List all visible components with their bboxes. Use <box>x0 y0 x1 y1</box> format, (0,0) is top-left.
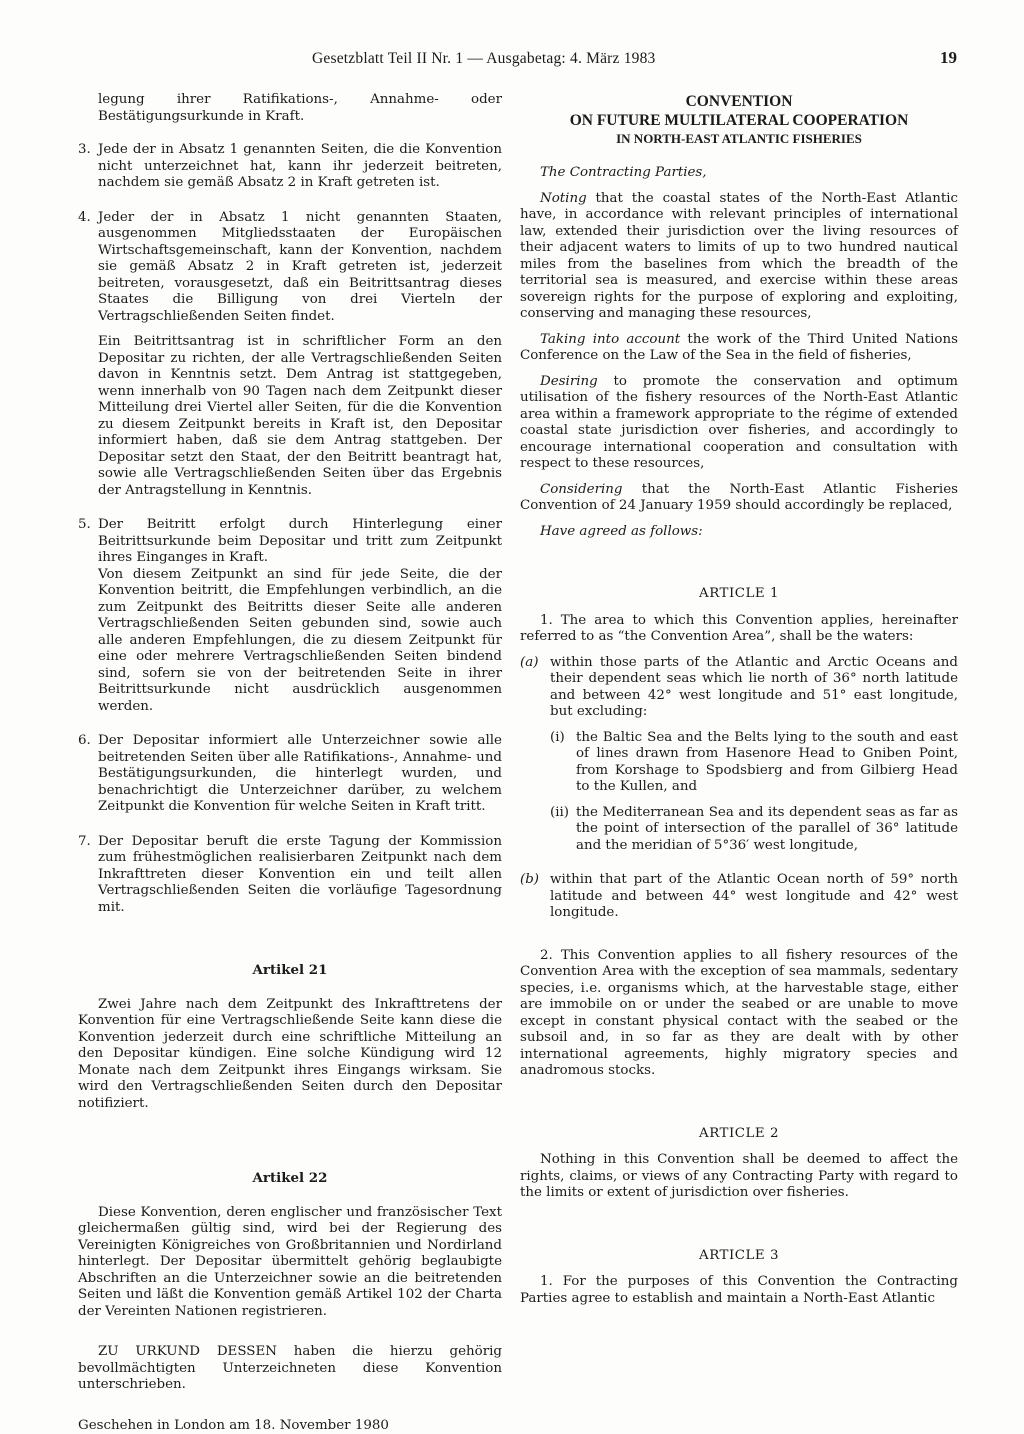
article-2-heading: ARTICLE 2 <box>520 1126 958 1143</box>
subparagraph-text: within those parts of the Atlantic and Arctic Oceans and their dependent seas which lie north of 36° north latitude and between 42° west longitude and 51° east longitude, but excluding: <box>550 655 958 721</box>
preamble-considering <box>520 482 958 515</box>
have-agreed: Have agreed as follows: <box>520 524 958 541</box>
preamble-text: to promote the conservation and optimum utilisation of the fishery resources of the North-East Atlantic area within a framework appropriate to the régime of extended coastal state jurisdiction over fisheries, and accordingly to encourage international cooperation and consultation with respect to these resources, <box>520 374 958 472</box>
in-witness-paragraph: ZU URKUND DESSEN haben die hierzu gehörig bevollmächtigten Unterzeichneten diese Konvention unterschrieben. <box>78 1344 502 1394</box>
list-item-6 <box>78 733 502 816</box>
article-1-paragraph-1: 1. The area to which this Convention applies, hereinafter referred to as “the Convention Area”, shall be the waters: <box>520 613 958 646</box>
item-text: Der Depositar informiert alle Unterzeichner sowie alle beitretenden Seiten über alle Ratifikations-, Annahme- und Bestätigungsurkunden, die hinterlegt wurden, und benachrichtigt die Unterzeichner darüber, zu welchem Zeitpunkt die Konvention für welche Seiten in Kraft tritt. <box>98 733 502 816</box>
subparagraph-ii <box>520 805 958 855</box>
list-item-3 <box>78 142 502 192</box>
subparagraph-a <box>520 655 958 721</box>
done-at-london: Geschehen in London am 18. November 1980 <box>78 1418 502 1434</box>
list-item-4 <box>78 210 502 326</box>
article-3-heading: ARTICLE 3 <box>520 1248 958 1265</box>
continued-paragraph: legung ihrer Ratifikations-, Annahme- oder Bestätigungsurkunde in Kraft. <box>78 92 502 125</box>
article-22-heading: Artikel 22 <box>78 1170 502 1187</box>
list-item-7 <box>78 834 502 917</box>
subparagraph-label: (ii) <box>550 805 576 855</box>
subparagraph-i <box>520 730 958 796</box>
list-item-5 <box>78 517 502 567</box>
article-2-text: Nothing in this Convention shall be deemed to affect the rights, claims, or views of any Contracting Party with regard to the limits or extent of jurisdiction over fisheries. <box>520 1152 958 1202</box>
list-item-4-paragraph-2: Ein Beitrittsantrag ist in schriftlicher Form an den Depositar zu richten, der alle Vertragschließenden Seiten davon in Kenntnis setzt. Dem Antrag ist stattgegeben, wenn innerhalb von 90 Tagen nach dem Zeitpunkt dieser Mitteilung drei Viertel aller Seiten, für die die Konvention zu diesem Zeitpunkt bereits in Kraft ist, den Depositar informiert haben, daß sie dem Antrag stattgeben. Der Depositar setzt den Staat, der den Beitritt beantragt hat, sowie alle Vertragschließenden Seiten über das Ergebnis der Antragstellung in Kenntnis. <box>78 334 502 499</box>
subparagraph-text: the Baltic Sea and the Belts lying to the south and east of lines drawn from Hasenore Head to Gniben Point, from Korshage to Spodsbierg and from Gilbierg Head to the Kullen, and <box>576 730 958 796</box>
preamble-text: that the coastal states of the North-East Atlantic have, in accordance with relevant principles of international law, extended their jurisdiction over the living resources of their adjacent waters to limits of up to two hundred nautical miles from the baselines from which the breadth of the territorial sea is measured, and exercise within these areas sovereign rights for the purpose of exploring and exploiting, conserving and managing these resources, <box>520 191 958 322</box>
convention-title-line-3: IN NORTH-EAST ATLANTIC FISHERIES <box>520 130 958 147</box>
item-number: 3. <box>78 142 98 192</box>
article-21-heading: Artikel 21 <box>78 962 502 979</box>
preamble-lead: Taking into account <box>540 332 680 347</box>
preamble-lead: Considering <box>540 482 622 497</box>
preamble-text: the work of the Third United Nations Conference on the Law of the Sea in the field of fisheries, <box>520 332 958 364</box>
convention-title-line-2: ON FUTURE MULTILATERAL COOPERATION <box>520 111 958 130</box>
subparagraph-label: (a) <box>520 655 550 721</box>
subparagraph-b <box>520 872 958 922</box>
article-21-text: Zwei Jahre nach dem Zeitpunkt des Inkrafttretens der Konvention für eine Vertragschließende Seite kann diese die Konvention jederzeit durch eine schriftliche Mitteilung an den Depositar kündigen. Eine solche Kündigung wird 12 Monate nach dem Zeitpunkt ihres Eingangs wirksam. Sie wird den Vertragschließenden Seiten durch den Depositar notifiziert. <box>78 997 502 1113</box>
item-text: Der Depositar beruft die erste Tagung der Kommission zum frühestmöglichen realisierbaren Zeitpunkt nach dem Inkrafttreten dieser Konvention ein und teilt allen Vertragschließenden Seiten die vorläufige Tagesordnung mit. <box>98 834 502 917</box>
article-1-paragraph-2: 2. This Convention applies to all fishery resources of the Convention Area with the exception of sea mammals, sedentary species, i.e. organisms which, at the harvestable stage, either are immobile on or under the seabed or are unable to move except in constant physical contact with the seabed or the subsoil and, in so far as they are dealt with by other international agreements, highly migratory species and anadromous stocks. <box>520 948 958 1080</box>
item-number: 6. <box>78 733 98 816</box>
convention-title-line-1: CONVENTION <box>520 92 958 111</box>
header-title: Gesetzblatt Teil II Nr. 1 — Ausgabetag: 4. März 1983 <box>312 50 656 68</box>
running-header <box>0 50 1024 74</box>
subparagraph-label: (b) <box>520 872 550 922</box>
article-3-text: 1. For the purposes of this Convention the Contracting Parties agree to establish and maintain a North-East Atlantic <box>520 1274 958 1307</box>
subparagraph-text: the Mediterranean Sea and its dependent seas as far as the point of intersection of the parallel of 36° latitude and the meridian of 5°36′ west longitude, <box>576 805 958 855</box>
preamble-noting <box>520 191 958 323</box>
preamble-desiring <box>520 374 958 473</box>
page-number: 19 <box>940 48 957 68</box>
item-number: 5. <box>78 517 98 567</box>
article-22-text: Diese Konvention, deren englischer und französischer Text gleichermaßen gültig sind, wird bei der Regierung des Vereinigten Königreiches von Großbritannien und Nordirland hinterlegt. Der Depositar übermittelt gehörig beglaubigte Abschriften an die Unterzeichner sowie an die beitretenden Seiten und läßt die Konvention gemäß Artikel 102 der Charta der Vereinten Nationen registrieren. <box>78 1205 502 1321</box>
item-text: Der Beitritt erfolgt durch Hinterlegung einer Beitrittsurkunde beim Depositar und tritt zum Zeitpunkt ihres Einganges in Kraft. <box>98 517 502 567</box>
contracting-parties: The Contracting Parties, <box>520 165 958 182</box>
right-column <box>520 92 958 1307</box>
subparagraph-text: within that part of the Atlantic Ocean north of 59° north latitude and between 44° west longitude and 42° west longitude. <box>550 872 958 922</box>
preamble-lead: Desiring <box>540 374 598 389</box>
preamble-lead: Noting <box>540 191 587 206</box>
item-number: 4. <box>78 210 98 326</box>
item-number: 7. <box>78 834 98 917</box>
left-column <box>78 92 502 1434</box>
item-text: Jede der in Absatz 1 genannten Seiten, die die Konvention nicht unterzeichnet hat, kann ihr jederzeit beitreten, nachdem sie gemäß Absatz 2 in Kraft getreten ist. <box>98 142 502 192</box>
article-1-heading: ARTICLE 1 <box>520 586 958 603</box>
subparagraph-label: (i) <box>550 730 576 796</box>
list-item-5-paragraph-2: Von diesem Zeitpunkt an sind für jede Seite, die der Konvention beitritt, die Empfehlungen verbindlich, an die zum Zeitpunkt des Beitritts dieser Seite alle anderen Vertragschließenden Seiten gebunden sind, sowie auch alle anderen Empfehlungen, die zu diesem Zeitpunkt für eine oder mehrere Vertragschließenden Seiten bindend sind, sofern sie von der beitretenden Seite in ihrer Beitrittsurkunde nicht ausdrücklich ausgenommen werden. <box>78 567 502 716</box>
preamble-text: that the North-East Atlantic Fisheries Convention of 24 January 1959 should accordingly be replaced, <box>520 482 958 514</box>
item-text: Jeder der in Absatz 1 nicht genannten Staaten, ausgenommen Mitgliedsstaaten der Europäischen Wirtschaftsgemeinschaft, kann der Konvention, nachdem sie gemäß Absatz 2 in Kraft getreten ist, jederzeit beitreten, vorausgesetzt, daß ein Beitrittsantrag dieses Staates die Billigung von drei Vierteln der Vertragschließenden Seiten findet. <box>98 210 502 326</box>
preamble-taking <box>520 332 958 365</box>
